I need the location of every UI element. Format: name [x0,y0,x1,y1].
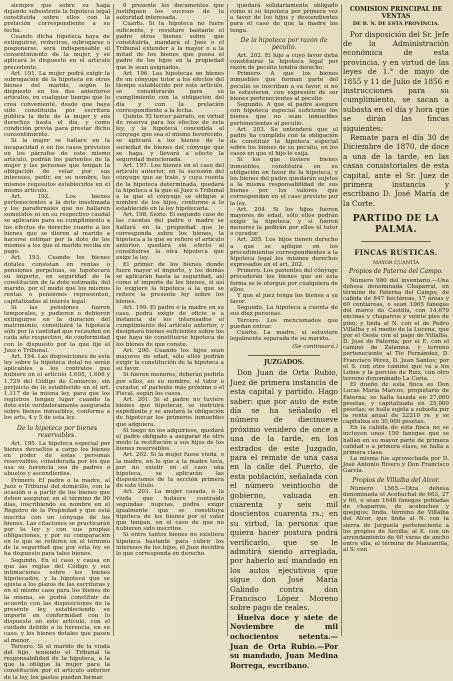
paragraph: Art. 205. Los hijos tienen derecho a que se aplique en los procedimientos correspondientes a la hipoteca legal los mismos derechos expresados en el art. 202. [230,237,338,269]
paragraph: Art. 201. Si el padre no tuviere bienes que hipotecar, se instruirá expediente y se anotará la obligación de hipotecar los primeros inmuebles que adquiera. [116,397,224,428]
paragraph: Si la mujer se hallare en la incapacidad o en los casos previstos en los párrafos de este mismo artículo, podrán los parientes de la mujer y las personas que tengan la obligación de velar por sus intereses, pedir, en su nombre, los mismos requisitos establecidos en el mismo artículo. [4,138,110,194]
section-heading: De la hipoteca por bienes reservables. [16,424,98,439]
paragraph: siempre que sobre su haga dejando subsistente la hipoteca legal constituida sobre ellos con la prelación correspondiente a su fecha. [4,3,110,34]
paragraph: Si entre tantos bienes no existiera hipoteca bastante para cubrir los intereses de los hijos, el Juez decidirá lo que corresponda en derecho. [116,532,224,557]
paragraph: Tercero. Si el marido de la viuda del hijo, teniendo el Tribunal la responsabilidad de la hipoteca, a la que la obligue la mujer para la constitución por el artículo anterior de la ley, los gastos pueden formar. [4,643,110,681]
paragraph: Art. 199. El padre o la madre en su caso, podrá exigir de oficio o a instancia de los interesados el cumplimiento del artículo anterior, y designará bienes suficientes sobre los que haya de constituirse hipoteca de los bienes de que conste. [116,304,224,348]
paragraph: quedará solidariamente obligado como si su hipoteca por primera vez a favor de los hijos y descendientes para el caso de que la madre los tenga. [230,3,338,34]
paragraph: El primer de los bienes donde fuere mayor el importe, y los demás se aplicarán hasta la seguridad, así como el importe de los bienes, si así lo exigiere la hipoteca a la que se refiere la presente ley sobre los bienes. [116,261,224,305]
edict-closing: Huelva doce y siete de Noviembre de mil ochocientos setenta.—Juan de Orta Rubio.—Por su mandado, Juan Medina Borrega, escribano. [230,612,338,670]
mayor-cuantia-label: MAYOR CUANTÍA [372,260,420,267]
paragraph: Primero. Los parientes del cónyuge procederán los bienes que en esta forma se le otorgue por cualquiera de ellos. [230,268,338,293]
paragraph: Art. 195. La hipoteca especial por bienes devueltos a cargo los bienes en poder de estas personas reservables, considerada por los que usa su herencia sea de padres o abuelos y ascendientes. [4,440,110,478]
paragraph: Art. 198. Sexto. El segundo caso de las cuentas del padre o madre se hallará en la propiedad que le corresponda sobre los bienes, la hipoteca a la que se refiere el artículo anterior, quedará sin efecto al constituirse la otra hipoteca que exige la ley. [116,212,224,262]
paragraph: Número 1565.—Otra dehesa denominada el Acebuchal de 663, 27 y 60, o sean 1648 fanegas pobladas de chaparros, de acebuches y quejigos; linda, término de Villalba del Alcor, que linda al N. con la sierra de Jerguela perteneciente a los propios de Sevilla; al E. con un arrendamiento de 60 varas de ancho entre ella, el término de Manzanilla, al S. con [343,485,449,554]
divider [361,241,431,242]
intro-paragraph: Por disposición del Sr. Jefe de la Administración económica de esta provincia, y en virtud de las leyes de 1.° de mayo de 1855 y 11 de Julio de 1856 e instrucciones para su cumplimiento, se sacan a subasta en el día y hora que se dirán las fincas siguientes: [343,29,449,133]
paragraph: Cuarto. La madre, si estuviere legalmente separada de su marido. [230,329,338,342]
divider [248,355,320,356]
paragraph: Segundo. En el caso y causa en que las reglas del Código y sus intimaciones sobre los bienes hipotecados, y la hipoteca que se ajusta a los plazos de las escrituras y en el mismo caso para los bienes de la misma, se podrá constituir de acuerdo con las disposiciones de la presente ley, estableciendo su importe en conformidad con lo dispuesto en este artículo, con el cuidado debido a la herencia, en su caso, y los bienes dotales que pasen al menor. [4,557,110,644]
column-4 [343,3,449,638]
column-rule [227,4,228,636]
commission-subheading: DE B. N. DE ESTA PROVINCIA. [352,21,440,27]
paragraph: Art. 202. Si la mujer fuese viuda, o la madre, en lo que a la madre toca, por no existir en el caso una hipoteca, se aplicarán las disposiciones de la sección primera de este título. [116,452,224,490]
paragraph: Art. 192. Los bienes pertenecientes a la dote inestimada y los parafernales que no hallaren sometidos ni en su respectivo caudal se aplicarán para su cumplimiento a los efectos de derecho cuanto a los bienes que se dieren al marido a hacerse estimar por la dote de los mismos a los que el marido reciba en pago. [4,193,110,256]
paragraph: Art. 204. Si los hijos fueren mayores de edad, sólo ellos podrán exigir la hipoteca, y si fueren menores la pedirán por ellos el tutor o curador. [230,206,338,238]
paragraph: Art. 193. Cuando los bienes dotales consistan en rentas o pensiones perpetuas, se hipotecará su importe, en seguridad de la constitución de la dote estimada, del marido, por el modo que los mismos rentas o pensiones representen, capitalizadas al interés legal. [4,255,110,305]
paragraph: Segundo. A que el padre asegure con hipoteca especial suficiente los bienes que no sean inmuebles pertenecientes al peculio. [230,102,338,127]
paragraph: Si luego no los adquiriese, quedará el padre obligado a asegurar de otro modo la restitución a sus hijos de los bienes reservables. [116,427,224,453]
paragraph: El dueño de esta finca es Don Lucas María Marcos, propietario de Paterna; se halla tasada en 27,000 pesetas, y capitalizada en 25,000 pesetas; se halla sujeta a subasta por la renta anual de 22210 rs. y se capitaliza en 30,000 pesetas. [343,382,450,426]
paragraph: Art. 202. El hijo a cuyo favor deba constituirse la hipoteca legal por razón de peculio tendrá derecho: [230,52,338,72]
propios-heading: Propios de Villalba del Alcor. [352,476,440,484]
paragraph: Número 980 del inventario.—Una dehesa denominada Chaparral, en término de Paterna del Campo, de cabida de 847 hectáreas, 17 áreas y 60 centiáreas, o sean 1065 fanegas del marco de Castilla, con 14.670 encinas y chaparros y veinte pies de pino; y linda al N. con el de Pedro Villalba y el medio de la Lucena, que por el Oeste con el pago de Villalba, D. José de Paterna; por el E. con el camino de Zalamea, y terreno perteneciente al Tío Fernández, D. Francisco Pérez, D. Juan Santos; por el S. con otro camino que va a los Lobos y la porción de Ruiz, con otro terreno denominado La Coria. [343,277,449,383]
paragraph: Si las pensiones fueren temporales, y pudieren o debieren extinguirse en la duración del matrimonio, constituirá la hipoteca sólo por la cantidad que recauden en cada año respectivo, de conformidad con lo dispuesto por la que fije el Juez o Tribunal. [4,304,110,354]
paragraph: Segundo. La hipoteca a cuenta de sus diez personas. [230,305,338,318]
column-rule [341,4,342,636]
paragraph: Y que el juez tenga los bienes a su favor. [230,292,338,306]
continued-note: (Se continuará.) [292,344,338,351]
partido-title: PARTIDO DE LA PALMA. [352,214,440,236]
juzgados-heading: JUZGADOS. [263,359,305,367]
paragraph: Primero. A que los bienes inmuebles que forman parte del peculio se inscriban a su favor, si no lo estuvieren, con expresión de ser bienes pertenecientes al peculio. [230,71,338,102]
remate-paragraph: Remate para el día 30 de Diciembre de 1870, de doce a una de la tarde, en las casas consistoriales de esta capital, ante el Sr. Juez de primera instancia y escribano D. José María de la Corte. [343,132,449,208]
paragraph: Art. 191. La mujer podrá exigir la subrogación de la hipoteca en otros bienes del marido, según lo dispuesto en los dos anteriores artículos, en cualquier tiempo que lo crea conveniente, desde que haya sido constituida por escritura pública la dote de la mujer y sus derechos hasta el día, y como condición previa para prestar dicho consentimiento. [4,70,110,139]
paragraph: Primero. El padre o la madre, al Juez o Tribunal del domicilio, con la ocasión o a partir de los bienes que deben asegurar, en el término de 90 días, inscribiendo su nombre en el Registro de la Propiedad y que está inscrita con un cónyuge de los bienes. Las citaciones se practicarán por la ley y con sus propias obligaciones, y por su comparación en lo que se refieren en el término de la seguridad que por esta ley se ha dispuesto para tales bienes. [4,477,110,558]
paragraph: Art. 197. Los bienes en el caso del artículo anterior, en la sucesión del cónyuge que se trate, y cuya cuenta de la hipoteca determinada, quedará la hipoteca a la que el Juez o Tribunal a la que el cónyuge se obligue a nombre de los hijos, conforme a lo establecido en la ley hipotecaria. [116,163,224,213]
paragraph: 6 presente los documentos que justifiquen los sucesos de la autoridad interesada. [116,3,224,22]
paragraph: Tercero. Los mencionados que puedan entrar. [230,317,338,330]
paragraph: Cuando dicha hipoteca haya de extinguirse, reducirse, subrogarse o posponerse, será indispensable el consentimiento de la mujer, y se aplicará lo dispuesto en el artículo precedente. [4,33,110,71]
paragraph: Art. 200. Cuando los hijos sean mayores de edad, sólo ellos podrán exigir la constitución de la hipoteca a su favor. [116,347,224,373]
paragraph: Art. 194. Las disposiciones de esta ley sobre la hipoteca dotal no serán aplicables a los contratos que hubiere en el artículo 1.605, 1.606 y 1.729 del Código de Comercio, sin perjuicio de lo establecido en el art. 1.117 de la misma ley, para que los registros tengan lugar cuando la dote esté verdaderamente asegurada sobre bienes inmuebles, conforme a los arts. 4 y 5 de esta ley. [4,353,110,422]
edict-paragraph: Don Juan de Orta Rubio, Juez de primera instancia de esta capital y partido. Hago saber: que por auto de este día se ha señalado el número de diecinueve próximo venidero de once a una de la tarde, en los estrados de este Juzgado, para el remate de una casa en la calle del Puerto, de esta población, señalada con el número veintiocho de gobierno, valuada en cuarenta y seis mil doscientos cuarenta rs.; en su virtud, la persona que quiera hacer postura podrá verificarlo, que se le admitirá siendo arreglada, por haberlo así mandado en los autos ejecutivos que sigue don José María Galindo contra don Francisco López Moreno sobre pago de reales. [230,368,338,613]
column-2 [116,3,224,638]
propios-heading: Propios de Paterna del Campo. [348,268,444,276]
paragraph: Art. 196. Las hipotecas en bienes de un cónyuge tutor a los efectos del tiempo establecido por este artículo, se considerarán para su cumplimiento con la obligación del día y con la prelación correspondiente a la fecha. [116,70,224,114]
column-rule [113,4,114,636]
paragraph: Quinto. El tercer párrafo, en virtud de reserva para los efectos de esta ley, y la hipoteca concedida al cónyuge que sea el mismo favorecido, se aplicará a los bienes de la sociedad de bienes del cónyuge que se haga, y llevará a efecto la seguridad mencionada. [116,113,224,163]
fincas-title: FINCAS RUSTICAS. [354,248,438,258]
paragraph: Cuarto. Si la hipoteca no fuere suficiente, y resultare bastante el padre otros bienes sobre que constituirla, mandará el Juez o el Tribunal extender a la mayor o a la mitad de los bienes que posea el padre de los hijos en la propiedad que le sean asignados. [116,21,224,71]
column-3 [230,3,338,670]
paragraph: Art. 203. La mujer casada, o la viuda que hubiere contraído segundas nupcias, podrá exigir igualmente que se constituya hipoteca de los bienes por el valor que tengan, en el caso de que no hubieren sido inscritos. [116,489,224,533]
paragraph: Art. 203. Se entenderá que el padre ha cumplido con la obligación de constituir la hipoteca especial sobre los bienes de su peculio, en los casos en que el hijo lo exija. [230,126,338,158]
paragraph: Si fueren menores, deberán pedirla por ellos, en su nombre, el tutor o curador, el pariente más próximo o el Fiscal, según los casos. [116,372,224,397]
commission-heading: COMISION PRINCIPAL DE VENTAS [349,6,443,20]
column-1 [4,3,110,681]
section-heading: De la hipoteca por razón de peculio. [240,36,328,51]
paragraph: En la cabida de esta finca no se incluyen unos 150 fanegas que se hallan en su mayor parte de primera calidad o a primera clase, se halla a primera clase. [343,425,449,456]
paragraph: Si los que tuviere bienes inmuebles, constituirá en su obligación en favor de la hipoteca, y los bienes del padre quedarán sujetos a la misma responsabilidad de sus bienes por los valores que correspondan en el caso previsto por la ley. [230,157,338,207]
paragraph: La misma fue aprovechada por D. José Antonio Rivero y Don Francisco García. [343,456,449,475]
